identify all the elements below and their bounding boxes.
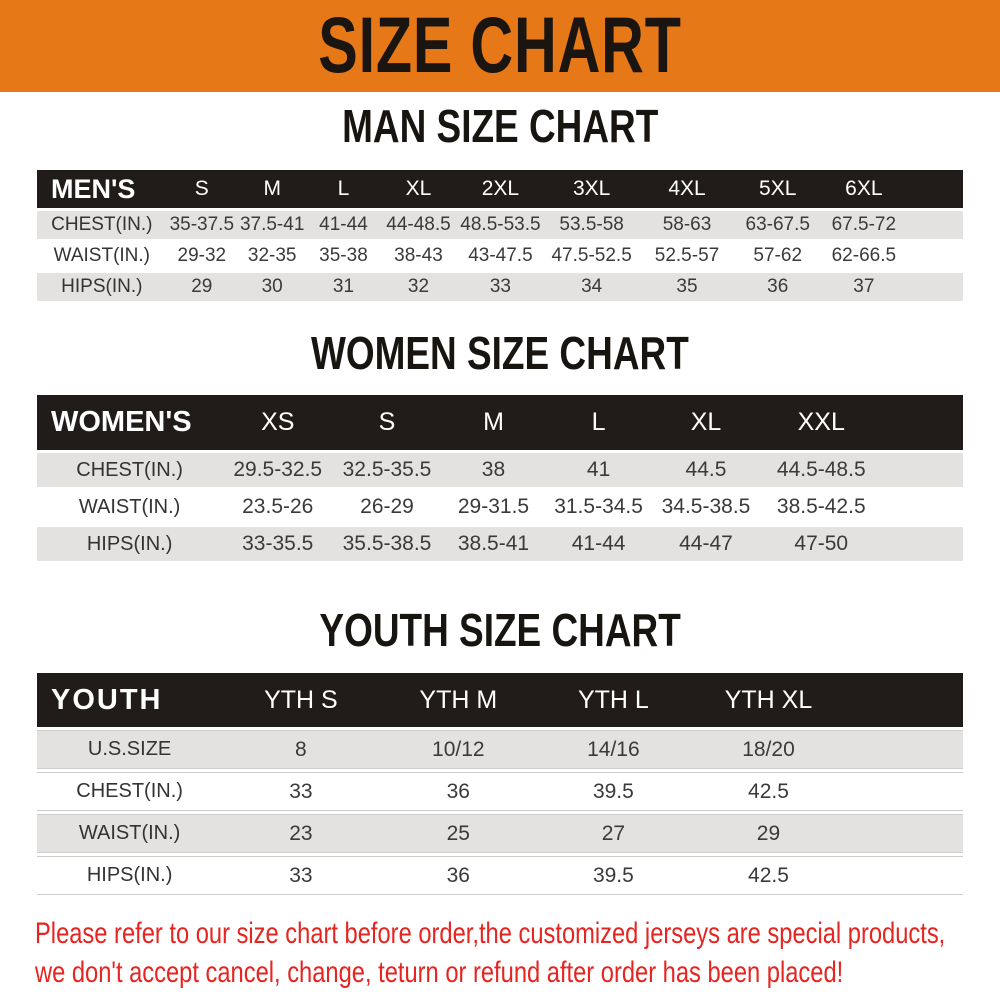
size-header-cell: M xyxy=(441,395,547,450)
data-cell: 44.5-48.5 xyxy=(761,453,881,487)
data-cell: 32-35 xyxy=(237,242,307,270)
row-label: CHEST(IN.) xyxy=(37,772,222,811)
row-label: WAIST(IN.) xyxy=(37,814,222,853)
size-header-cell: M xyxy=(237,170,307,208)
data-cell: 31.5-34.5 xyxy=(546,490,651,524)
row-label: HIPS(IN.) xyxy=(37,273,167,301)
filler-cell xyxy=(847,814,963,853)
table-header-label: MEN'S xyxy=(37,170,167,208)
women-section-title xyxy=(0,327,1000,380)
filler-cell xyxy=(847,673,963,727)
table-row xyxy=(37,273,963,301)
disclaimer-line-2: we don't accept cancel, change, teturn or refund after order has been placed! xyxy=(35,956,844,989)
data-cell: 29 xyxy=(167,273,237,301)
table-header-label: YOUTH xyxy=(37,673,222,727)
filler-cell xyxy=(847,772,963,811)
disclaimer-note xyxy=(35,914,1000,992)
data-cell: 44.5 xyxy=(651,453,761,487)
data-cell: 32.5-35.5 xyxy=(333,453,440,487)
women-section-title-text: WOMEN SIZE CHART xyxy=(311,327,689,380)
data-cell: 63-67.5 xyxy=(734,211,821,239)
data-cell: 29-31.5 xyxy=(441,490,547,524)
size-header-cell: XXL xyxy=(761,395,881,450)
man-section-title-text: MAN SIZE CHART xyxy=(341,100,659,153)
size-header-cell: L xyxy=(307,170,379,208)
data-cell: 35 xyxy=(640,273,734,301)
data-cell: 33 xyxy=(222,856,379,895)
men-size-table xyxy=(37,167,963,304)
filler-cell xyxy=(881,453,963,487)
data-cell: 10/12 xyxy=(380,730,537,769)
row-label: CHEST(IN.) xyxy=(37,211,167,239)
table-header-row xyxy=(37,673,963,727)
size-header-cell: S xyxy=(333,395,440,450)
data-cell: 34 xyxy=(543,273,639,301)
row-label: CHEST(IN.) xyxy=(37,453,222,487)
data-cell: 29 xyxy=(690,814,847,853)
data-cell: 52.5-57 xyxy=(640,242,734,270)
table-row xyxy=(37,730,963,769)
data-cell: 14/16 xyxy=(537,730,690,769)
row-label: WAIST(IN.) xyxy=(37,490,222,524)
size-header-cell: 6XL xyxy=(821,170,906,208)
data-cell: 41-44 xyxy=(546,527,651,561)
size-header-cell: YTH S xyxy=(222,673,379,727)
table-header-row xyxy=(37,170,963,208)
filler-cell xyxy=(906,211,963,239)
data-cell: 35.5-38.5 xyxy=(333,527,440,561)
data-cell: 18/20 xyxy=(690,730,847,769)
data-cell: 47.5-52.5 xyxy=(543,242,639,270)
data-cell: 36 xyxy=(380,856,537,895)
data-cell: 32 xyxy=(380,273,458,301)
data-cell: 33 xyxy=(222,772,379,811)
data-cell: 41-44 xyxy=(307,211,379,239)
data-cell: 58-63 xyxy=(640,211,734,239)
row-label: U.S.SIZE xyxy=(37,730,222,769)
data-cell: 33-35.5 xyxy=(222,527,333,561)
data-cell: 47-50 xyxy=(761,527,881,561)
disclaimer-line-1: Please refer to our size chart before order,the customized jerseys are special products, xyxy=(35,917,946,950)
filler-cell xyxy=(847,856,963,895)
data-cell: 23.5-26 xyxy=(222,490,333,524)
filler-cell xyxy=(906,170,963,208)
data-cell: 26-29 xyxy=(333,490,440,524)
data-cell: 23 xyxy=(222,814,379,853)
data-cell: 33 xyxy=(457,273,543,301)
size-header-cell: XL xyxy=(651,395,761,450)
size-header-cell: XS xyxy=(222,395,333,450)
youth-size-table xyxy=(37,670,963,898)
table-row xyxy=(37,453,963,487)
data-cell: 43-47.5 xyxy=(457,242,543,270)
data-cell: 37 xyxy=(821,273,906,301)
size-header-cell: L xyxy=(546,395,651,450)
row-label: WAIST(IN.) xyxy=(37,242,167,270)
data-cell: 31 xyxy=(307,273,379,301)
size-header-cell: 5XL xyxy=(734,170,821,208)
filler-cell xyxy=(881,490,963,524)
filler-cell xyxy=(906,273,963,301)
data-cell: 35-38 xyxy=(307,242,379,270)
filler-cell xyxy=(881,395,963,450)
data-cell: 35-37.5 xyxy=(167,211,237,239)
data-cell: 53.5-58 xyxy=(543,211,639,239)
banner xyxy=(0,0,1000,92)
table-header-row xyxy=(37,395,963,450)
data-cell: 30 xyxy=(237,273,307,301)
size-header-cell: YTH XL xyxy=(690,673,847,727)
data-cell: 38-43 xyxy=(380,242,458,270)
banner-title: SIZE CHART xyxy=(318,1,682,90)
data-cell: 41 xyxy=(546,453,651,487)
table-row xyxy=(37,211,963,239)
row-label: HIPS(IN.) xyxy=(37,856,222,895)
data-cell: 27 xyxy=(537,814,690,853)
size-header-cell: 2XL xyxy=(457,170,543,208)
size-header-cell: XL xyxy=(380,170,458,208)
size-header-cell: YTH L xyxy=(537,673,690,727)
table-header-label: WOMEN'S xyxy=(37,395,222,450)
data-cell: 38 xyxy=(441,453,547,487)
filler-cell xyxy=(906,242,963,270)
data-cell: 67.5-72 xyxy=(821,211,906,239)
youth-section-title-text: YOUTH SIZE CHART xyxy=(319,604,681,657)
data-cell: 37.5-41 xyxy=(237,211,307,239)
data-cell: 48.5-53.5 xyxy=(457,211,543,239)
data-cell: 44-48.5 xyxy=(380,211,458,239)
data-cell: 34.5-38.5 xyxy=(651,490,761,524)
youth-section-title xyxy=(0,604,1000,657)
filler-cell xyxy=(847,730,963,769)
size-header-cell: S xyxy=(167,170,237,208)
data-cell: 8 xyxy=(222,730,379,769)
size-header-cell: 4XL xyxy=(640,170,734,208)
filler-cell xyxy=(881,527,963,561)
table-row xyxy=(37,490,963,524)
table-row xyxy=(37,856,963,895)
data-cell: 36 xyxy=(380,772,537,811)
table-row xyxy=(37,814,963,853)
data-cell: 25 xyxy=(380,814,537,853)
data-cell: 57-62 xyxy=(734,242,821,270)
data-cell: 39.5 xyxy=(537,856,690,895)
size-header-cell: YTH M xyxy=(380,673,537,727)
size-header-cell: 3XL xyxy=(543,170,639,208)
women-size-table xyxy=(37,392,963,564)
table-row xyxy=(37,527,963,561)
table-row xyxy=(37,242,963,270)
data-cell: 44-47 xyxy=(651,527,761,561)
data-cell: 36 xyxy=(734,273,821,301)
row-label: HIPS(IN.) xyxy=(37,527,222,561)
man-section-title xyxy=(0,100,1000,153)
data-cell: 42.5 xyxy=(690,772,847,811)
data-cell: 29-32 xyxy=(167,242,237,270)
data-cell: 38.5-42.5 xyxy=(761,490,881,524)
data-cell: 62-66.5 xyxy=(821,242,906,270)
data-cell: 38.5-41 xyxy=(441,527,547,561)
data-cell: 39.5 xyxy=(537,772,690,811)
data-cell: 29.5-32.5 xyxy=(222,453,333,487)
table-row xyxy=(37,772,963,811)
data-cell: 42.5 xyxy=(690,856,847,895)
